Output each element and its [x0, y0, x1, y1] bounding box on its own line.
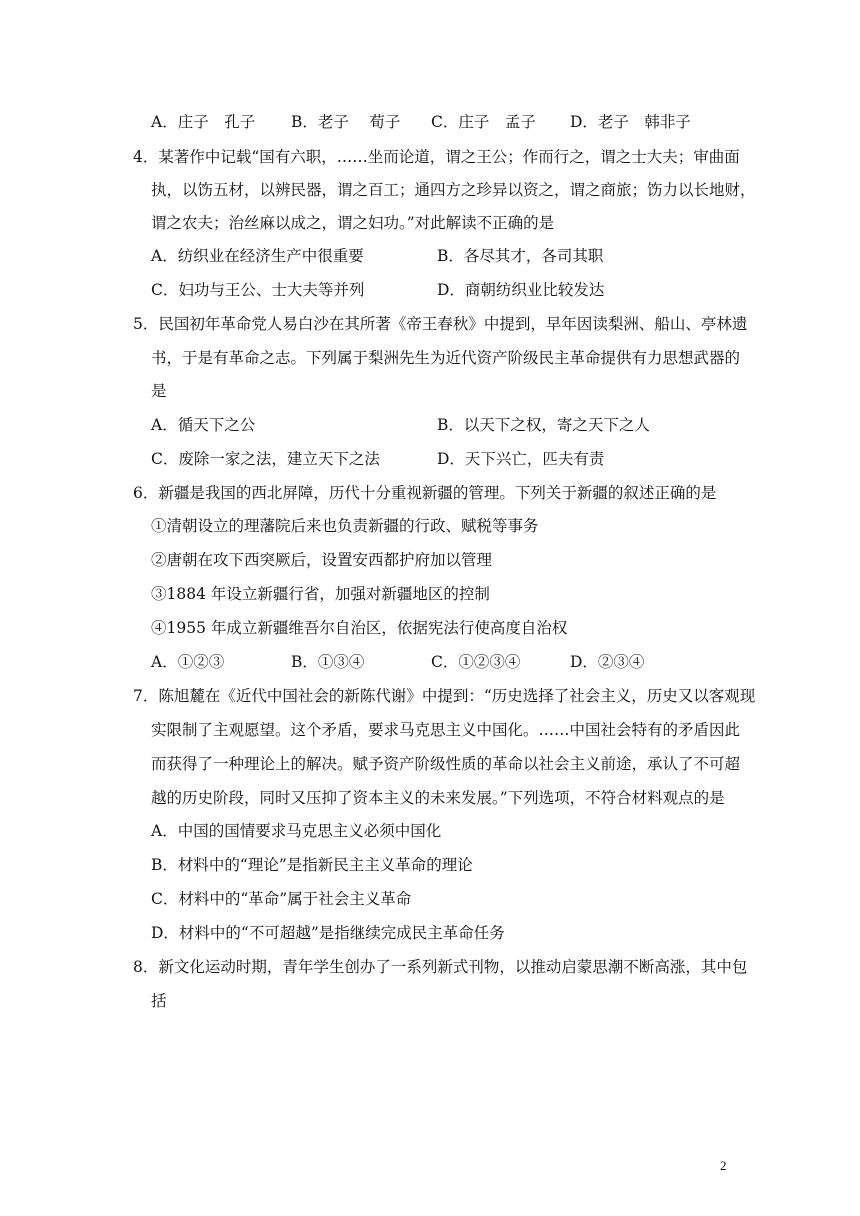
q6-item: ①清朝设立的理藩院后来也负责新疆的行政、赋税等事务 — [151, 517, 539, 535]
q7-option-a: A．中国的国情要求马克思主义必须中国化 — [151, 822, 442, 840]
q4-stem-line: 谓之农夫；治丝麻以成之，谓之妇功。”对此解读不正确的是 — [151, 214, 555, 232]
q7-option-b: B．材料中的“理论”是指新民主主义革命的理论 — [151, 856, 473, 874]
q6-option-c: C．①②③④ — [431, 653, 521, 671]
q4-option-d: D．商朝纺织业比较发达 — [437, 281, 605, 299]
q6-stem: 6．新疆是我国的西北屏障，历代十分重视新疆的管理。下列关于新疆的叙述正确的是 — [133, 484, 717, 502]
page-number: 2 — [720, 1158, 727, 1173]
q5-option-a: A．循天下之公 — [151, 416, 256, 434]
q6-option-a: A．①②③ — [151, 653, 225, 671]
q6-item: ②唐朝在攻下西突厥后，设置安西都护府加以管理 — [151, 551, 493, 569]
q6-item: ④1955 年成立新疆维吾尔自治区，依据宪法行使高度自治权 — [151, 619, 568, 637]
q6-item: ③1884 年设立新疆行省，加强对新疆地区的控制 — [151, 585, 490, 603]
q3-option-a: A．庄子 孔子 — [151, 113, 256, 131]
q3-option-c: C．庄子 孟子 — [431, 113, 536, 131]
q8-stem-line: 8．新文化运动时期，青年学生创办了一系列新式刊物，以推动启蒙思潮不断高涨，其中包 — [133, 958, 748, 976]
q8-stem-line: 括 — [151, 992, 167, 1010]
q4-option-c: C．妇功与王公、士大夫等并列 — [151, 281, 365, 299]
q7-option-d: D．材料中的“不可超越”是指继续完成民主革命任务 — [151, 924, 505, 942]
q4-option-b: B．各尽其才，各司其职 — [437, 247, 604, 265]
q5-option-b: B．以天下之权，寄之天下之人 — [437, 416, 650, 434]
q3-option-b: B．老子 荀子 — [291, 113, 401, 131]
q7-stem-line: 实限制了主观愿望。这个矛盾，要求马克思主义中国化。……中国社会特有的矛盾因此 — [151, 721, 741, 739]
q6-option-b: B．①③④ — [291, 653, 365, 671]
q5-option-d: D．天下兴亡，匹夫有责 — [437, 450, 605, 468]
q7-option-c: C．材料中的“革命”属于社会主义革命 — [151, 890, 412, 908]
q6-option-d: D．②③④ — [570, 653, 645, 671]
q5-stem-line: 是 — [151, 382, 167, 400]
q5-stem-line: 5．民国初年革命党人易白沙在其所著《帝王春秋》中提到，早年因读梨洲、船山、亭林遗 — [133, 315, 748, 333]
q7-stem-line: 越的历史阶段，同时又压抑了资本主义的未来发展。”下列选项，不符合材料观点的是 — [151, 789, 725, 807]
q7-stem-line: 7．陈旭麓在《近代中国社会的新陈代谢》中提到：“历史选择了社会主义，历史又以客观现 — [133, 687, 756, 705]
q5-stem-line: 书，于是有革命之志。下列属于梨洲先生为近代资产阶级民主革命提供有力思想武器的 — [151, 349, 741, 367]
q5-option-c: C．废除一家之法，建立天下之法 — [151, 450, 380, 468]
q3-option-d: D．老子 韩非子 — [570, 113, 691, 131]
q7-stem-line: 而获得了一种理论上的解决。赋予资产阶级性质的革命以社会主义前途，承认了不可超 — [151, 755, 741, 773]
q4-option-a: A．纺织业在经济生产中很重要 — [151, 247, 364, 265]
q4-stem-line: 4．某著作中记载“国有六职，……坐而论道，谓之王公；作而行之，谓之士大夫；审曲面 — [133, 148, 740, 166]
q4-stem-line: 执，以饬五材，以辨民器，谓之百工；通四方之珍异以资之，谓之商旅；饬力以长地财， — [151, 181, 756, 199]
